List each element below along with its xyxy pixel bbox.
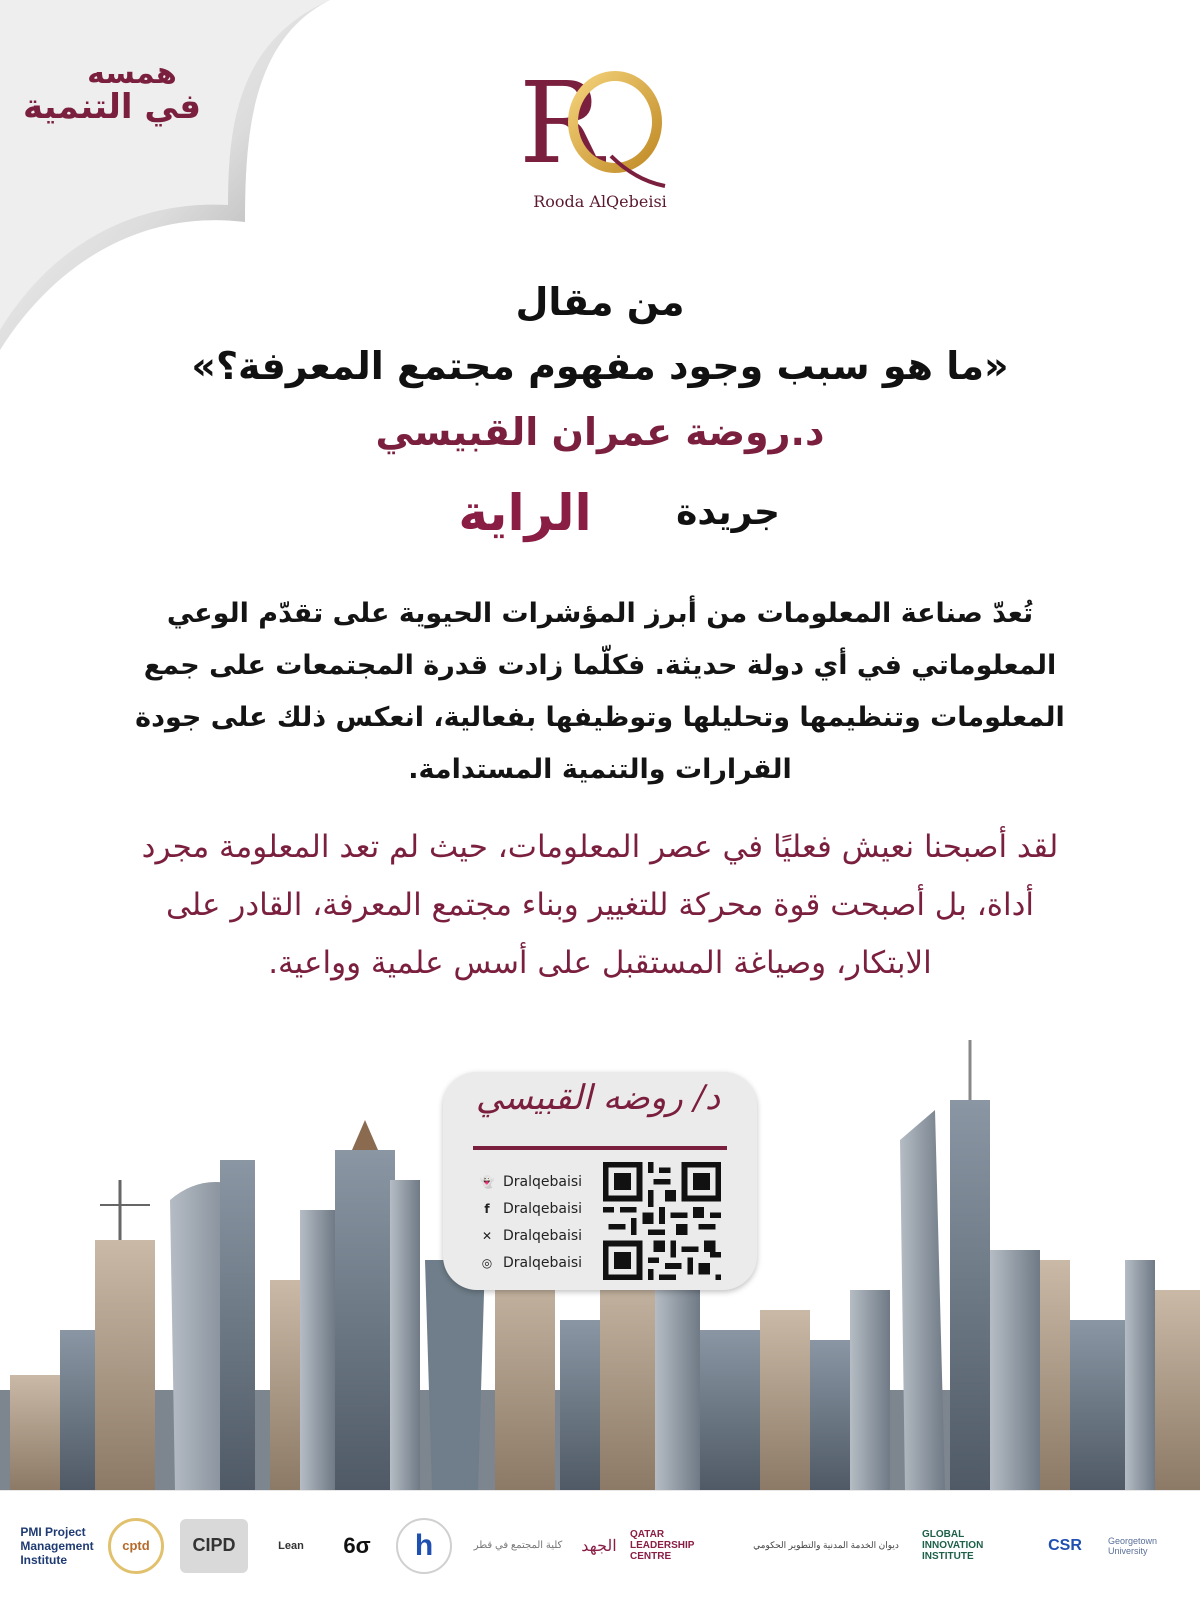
- facebook-icon: f: [484, 1201, 490, 1216]
- partner-logo-qatar-leadership-centre: QATAR LEADERSHIP CENTRE: [630, 1529, 695, 1562]
- partner-logo-global-innovation-institute: GLOBAL INNOVATION INSTITUTE: [922, 1529, 984, 1562]
- social-facebook[interactable]: [479, 1195, 599, 1222]
- social-instagram[interactable]: [479, 1249, 599, 1276]
- snapchat-icon: 👻: [479, 1174, 495, 1189]
- signature: د/ روضه القبيسي: [475, 1078, 721, 1118]
- qr-code[interactable]: [603, 1162, 721, 1280]
- corner-tag: [12, 58, 212, 125]
- article-from-label: من مقال: [515, 280, 685, 324]
- partner-logo-cipd: CIPD: [180, 1519, 248, 1573]
- partner-logo-pmi: PMI Project Management Institute: [20, 1524, 94, 1567]
- corner-tag-line-1: همسه: [87, 56, 177, 91]
- x-icon: ✕: [481, 1228, 493, 1243]
- svg-text:R: R: [519, 60, 604, 189]
- newspaper-masthead: [410, 480, 640, 546]
- contact-card: [443, 1072, 757, 1290]
- social-x[interactable]: [479, 1222, 599, 1249]
- partner-logo-hrci: h: [396, 1518, 452, 1574]
- corner-tag-line-2: في التنمية: [23, 86, 201, 127]
- article-title: «ما هو سبب وجود مفهوم مجتمع المعرفة؟»: [191, 344, 1009, 388]
- social-handle: Dralqebaisi: [503, 1200, 583, 1217]
- partner-logo-strip: [0, 1490, 1200, 1600]
- partner-logo-georgetown: Georgetown University: [1108, 1535, 1158, 1556]
- logo-caption: Rooda AlQebeisi: [533, 192, 667, 211]
- instagram-icon: ◎: [481, 1255, 493, 1270]
- partner-logo-arabic: الجهد: [581, 1537, 617, 1555]
- brand-logo: [515, 60, 685, 220]
- partner-logo-csr: CSR: [1048, 1536, 1082, 1554]
- signature-underline: [473, 1146, 727, 1150]
- newspaper-name: الراية: [458, 484, 592, 542]
- newspaper-credit: [400, 478, 800, 550]
- partner-logo-lean: Lean: [278, 1539, 304, 1552]
- partner-logo-six-sigma: 6σ: [343, 1532, 371, 1558]
- social-handle: Dralqebaisi: [503, 1254, 583, 1271]
- social-handle: Dralqebaisi: [503, 1227, 583, 1244]
- partner-logo-civil-service: ديوان الخدمة المدنية والتطوير الحكومي: [753, 1540, 899, 1550]
- partner-logo-cptd: cptd: [108, 1518, 164, 1574]
- intro-paragraph: تُعدّ صناعة المعلومات من أبرز المؤشرات الحيوية على تقدّم الوعي المعلوماتي في أي دولة حديثة. فكلّما زادت قدرة المجتمعات على جمع المعلومات وتنظيمها وتحليلها وتوظيفها بفعالية، انعكس ذلك على جودة القرارات والتنمية المستدامة.: [135, 598, 1065, 785]
- social-list: [479, 1168, 599, 1276]
- rq-monogram: [515, 60, 685, 195]
- social-snapchat[interactable]: [479, 1168, 599, 1195]
- social-handle: Dralqebaisi: [503, 1173, 583, 1190]
- article-author: د.روضة عمران القبيسي: [375, 410, 825, 454]
- partner-logo-community-college: كلية المجتمع في قطر: [473, 1540, 563, 1551]
- quote-paragraph: لقد أصبحنا نعيش فعليًا في عصر المعلومات، حيث لم تعد المعلومة مجرد أداة، بل أصبحت قوة محركة للتغيير وبناء مجتمع المعرفة، القادر على الابتكار، وصياغة المستقبل على أسس علمية وواعية.: [141, 829, 1059, 981]
- newspaper-label: جريدة: [676, 492, 780, 533]
